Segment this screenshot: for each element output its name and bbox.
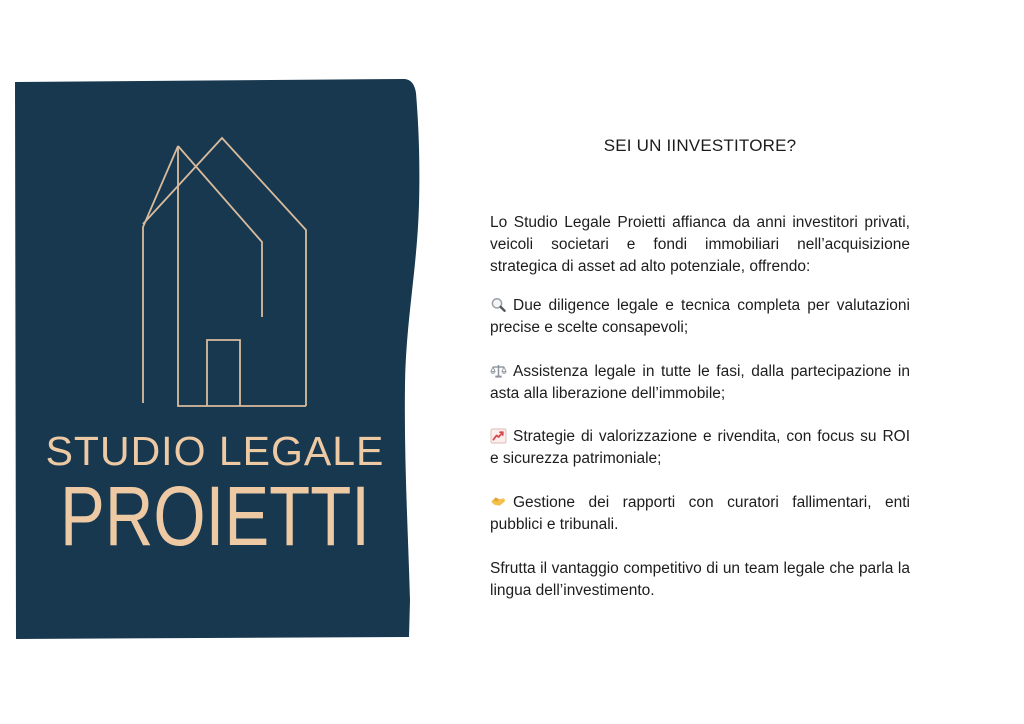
handshake-icon [490, 494, 507, 510]
bullet-text: Strategie di valorizzazione e rivendita, con focus su ROI e sicurezza patrimoniale; [490, 428, 910, 467]
intro-paragraph [490, 212, 910, 277]
closing-paragraph [490, 558, 910, 602]
page-title: SEI UN IINVESTITORE? [603, 136, 797, 155]
scales-icon [490, 363, 507, 379]
chart-up-icon [490, 428, 507, 444]
brand-name-line1: STUDIO LEGALE [45, 428, 385, 474]
closing-text: Sfrutta il vantaggio competitivo di un team legale che parla la lingua dell’investimento. [490, 560, 910, 599]
bullet-text: Assistenza legale in tutte le fasi, dalla partecipazione in asta alla liberazione dell’immobile; [490, 363, 910, 402]
content-column [490, 0, 910, 724]
brand-name-line2: PROIETTI [60, 469, 370, 563]
magnifier-icon [490, 297, 507, 313]
bullet-gestione-rapporti [490, 492, 910, 536]
intro-text: Lo Studio Legale Proietti affianca da anni investitori privati, veicoli societari e fondi immobiliari nell’acquisizione strategica di asset ad alto potenziale, offrendo: [490, 214, 910, 275]
bullet-text: Gestione dei rapporti con curatori fallimentari, enti pubblici e tribunali. [490, 494, 910, 533]
bullet-strategie [490, 426, 910, 470]
bullet-text: Due diligence legale e tecnica completa per valutazioni precise e scelte consapevoli; [490, 297, 910, 336]
bullet-due-diligence [490, 295, 910, 339]
bullet-assistenza-legale [490, 361, 910, 405]
